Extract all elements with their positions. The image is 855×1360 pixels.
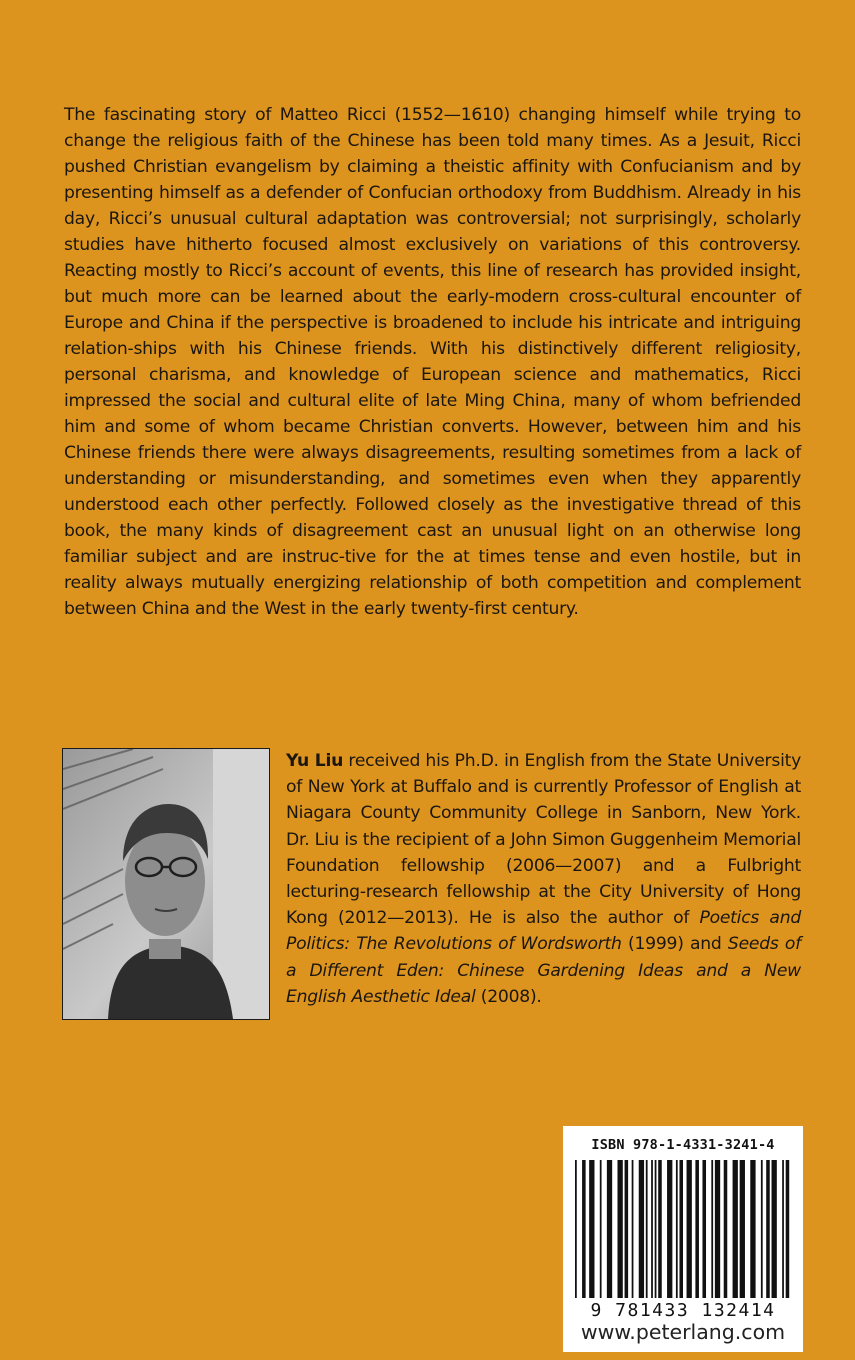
isbn-label: ISBN 978-1-4331-3241-4 bbox=[591, 1137, 775, 1153]
barcode-bar bbox=[782, 1160, 784, 1298]
barcode-bar bbox=[600, 1160, 602, 1298]
barcode-bar bbox=[617, 1160, 622, 1298]
barcode-bar bbox=[658, 1160, 662, 1298]
author-photo bbox=[62, 748, 270, 1020]
barcode-bar bbox=[625, 1160, 629, 1298]
barcode-bar bbox=[740, 1160, 745, 1298]
barcode-bar bbox=[639, 1160, 644, 1298]
barcode-bar bbox=[589, 1160, 594, 1298]
barcode-bar bbox=[575, 1160, 577, 1298]
barcode-bar bbox=[715, 1160, 720, 1298]
barcode-bar bbox=[582, 1160, 586, 1298]
barcode-bar bbox=[676, 1160, 678, 1298]
barcode-bar bbox=[632, 1160, 634, 1298]
barcode-box bbox=[563, 1126, 803, 1352]
barcode-bar bbox=[655, 1160, 657, 1298]
barcode-digits: 9 781433 132414 bbox=[590, 1300, 776, 1321]
bio-text-3: (2008). bbox=[475, 986, 542, 1007]
barcode-bar bbox=[607, 1160, 612, 1298]
barcode-bar bbox=[786, 1160, 790, 1298]
back-cover-blurb: The fascinating story of Matteo Ricci (1552—1610) changing himself while trying to change the religious faith of the Chinese has been told many times. As a Jesuit, Ricci pushed Christian evangelism by claiming a theistic affinity with Confucianism and by presenting himself as a defender of Confucian orthodoxy from Buddhism. Already in his day, Ricci’s unusual cultural adaptation was controversial; not surprisingly, scholarly studies have hitherto focused almost exclusively on variations of this controversy. Reacting mostly to Ricci’s account of events, this line of research has provided insight, but much more can be learned about the early-modern cross-cultural encounter of Europe and China if the perspective is broadened to include his intricate and intriguing relation-ships with his Chinese friends. With his distinctively different religiosity, personal charisma, and knowledge of European science and mathematics, Ricci impressed the social and cultural elite of late Ming China, many of whom befriended him and some of whom became Christian converts. However, between him and his Chinese friends there were always disagreements, resulting sometimes from a lack of understanding or misunderstanding, and sometimes even when they apparently understood each other perfectly. Followed closely as the investigative thread of this book, the many kinds of disagreement cast an unusual light on an otherwise long familiar subject and are instruc-tive for the at times tense and even hostile, but in reality always mutually energizing relationship of both competition and complement between China and the West in the early twenty-first century. bbox=[64, 105, 801, 619]
author-bio bbox=[286, 748, 801, 1010]
barcode-bar bbox=[766, 1160, 770, 1298]
publisher-url: www.peterlang.com bbox=[580, 1320, 786, 1344]
author-name: Yu Liu bbox=[286, 751, 344, 771]
barcode-bar bbox=[761, 1160, 763, 1298]
barcode bbox=[575, 1160, 791, 1298]
barcode-bar bbox=[711, 1160, 713, 1298]
barcode-bar bbox=[646, 1160, 648, 1298]
barcode-bar bbox=[772, 1160, 777, 1298]
barcode-bar bbox=[724, 1160, 728, 1298]
barcode-bar bbox=[651, 1160, 653, 1298]
barcode-bar bbox=[687, 1160, 692, 1298]
book-title-1: Poetics and Politics: The Revolutions of Wordsworth bbox=[286, 908, 801, 955]
barcode-bar bbox=[667, 1160, 672, 1298]
barcode-bar bbox=[695, 1160, 699, 1298]
bio-text-2: (1999) and bbox=[621, 934, 728, 955]
barcode-bar bbox=[750, 1160, 755, 1298]
bio-text-1: received his Ph.D. in English from the State University of New York at Buffalo and is currently Professor of English at Niagara County Community College in Sanborn, New York. Dr. Liu is the recipient of a John Simon Guggenheim Memorial Foundation fellowship (2006—2007) and a Fulbright lecturing-research fellowship at the City University of Hong Kong (2012—2013). He is also the author of bbox=[286, 751, 801, 929]
barcode-bar bbox=[733, 1160, 738, 1298]
book-title-2: Seeds of a Different Eden: Chinese Gardening Ideas and a New English Aesthetic Ideal bbox=[286, 934, 801, 1007]
barcode-bar bbox=[702, 1160, 706, 1298]
barcode-bar bbox=[679, 1160, 683, 1298]
